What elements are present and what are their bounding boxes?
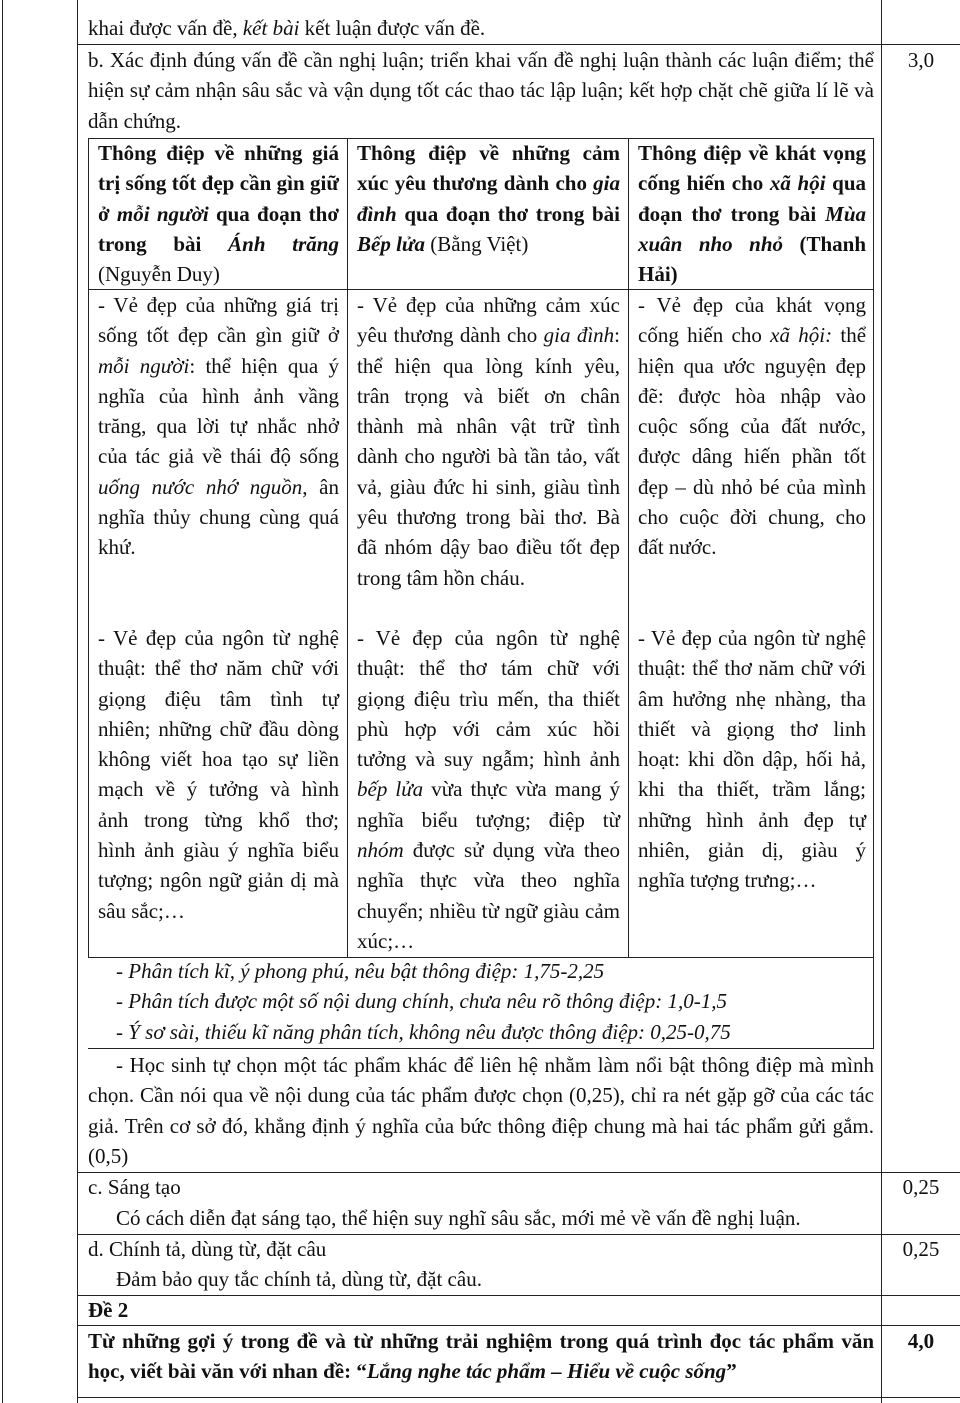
section-b-text: b. Xác định đúng vấn đề cần nghị luận; triển khai vấn đề nghị luận thành các luận điểm; thể hiện sự cảm nhận sâu sắc và vận dụng tốt các thao tác lập luận; kết hợp chặt chẽ giữa lí lẽ và dẫn chứng.	[88, 48, 874, 133]
content-cell-anh-trang-2: - Vẻ đẹp của ngôn từ nghệ thuật: thể thơ năm chữ với giọng điệu tâm tình tự nhiên; những chữ đầu dòng không viết hoa tạo sự liền mạch về ý tưởng và hình ảnh trong từng khổ thơ; hình ảnh giàu ý nghĩa biểu tượng; ngôn ngữ giản dị mà sâu sắc;…	[98, 626, 339, 923]
extension-paragraph: - Học sinh tự chọn một tác phẩm khác để liên hệ nhằm làm nổi bật thông điệp mà mình chọn. Cần nói qua về nội dung của tác phẩm được chọn (0,25), chỉ ra nét gặp gỡ của các tác giả. Trên cơ sở đó, khẳng định ý nghĩa của bức thông điệp chung mà hai tác phẩm gửi gắm. (0,5)	[88, 1053, 874, 1168]
content-cell-mua-xuan-2: - Vẻ đẹp của ngôn từ nghệ thuật: thể thơ năm chữ với âm hưởng nhẹ nhàng, tha thiết và giọng thơ linh hoạt: khi dồn dập, hối hả, khi tha thiết, trầm lắng; những hình ảnh đẹp tự nhiên, giản dị, giàu ý nghĩa tượng trưng;…	[638, 626, 866, 893]
left-border	[2, 0, 3, 1403]
scoring-guide	[116, 956, 866, 1047]
content-cell-mua-xuan-1: - Vẻ đẹp của khát vọng cống hiến cho xã hội: thể hiện qua ước nguyện đẹp đẽ: được hòa nhập vào cuộc sống của đất nước, được dâng hiến phần tốt đẹp – dù nhỏ bé của mình cho cuộc đời chung, cho đất nước.	[638, 293, 867, 560]
header-cell-bep-lua: Thông điệp về những cảm xúc yêu thương dành cho gia đình qua đoạn thơ trong bài Bếp lửa (Bằng Việt)	[357, 141, 620, 256]
message-comparison-table	[88, 138, 874, 1044]
intro-line: khai được vấn đề, kết bài kết luận được vấn đề.	[88, 16, 486, 40]
section-c-body: Có cách diễn đạt sáng tạo, thể hiện suy nghĩ sâu sắc, mới mẻ về vấn đề nghị luận.	[116, 1206, 801, 1230]
section-c-score: 0,25	[902, 1175, 940, 1199]
scoring-line: - Phân tích được một số nội dung chính, chưa nêu rõ thông điệp: 1,0-1,5	[116, 989, 727, 1014]
section-d-score: 0,25	[902, 1237, 940, 1261]
scoring-line: - Ý sơ sài, thiếu kĩ năng phân tích, không nêu được thông điệp: 0,25-0,75	[116, 1019, 731, 1044]
scoring-line: - Phân tích kĩ, ý phong phú, nêu bật thông điệp: 1,75-2,25	[116, 959, 605, 983]
content-left-border	[77, 0, 78, 1403]
de2-prompt: Từ những gợi ý trong đề và từ những trải nghiệm trong quá trình đọc tác phẩm văn học, viết bài văn với nhan đề: “Lắng nghe tác phẩm – Hiểu về cuộc sống”	[88, 1329, 874, 1384]
content-cell-bep-lua-1: - Vẻ đẹp của những cảm xúc yêu thương dành cho gia đình: thể hiện qua lòng kính yêu, trân trọng và biết ơn chân thành mà nhân vật trữ tình dành cho người bà tần tảo, vất vả, giàu đức hi sinh, giàu tình yêu thương trong bài thơ. Bà đã nhóm dậy bao điều tốt đẹp trong tâm hồn cháu.	[357, 293, 620, 590]
header-cell-anh-trang: Thông điệp về những giá trị sống tốt đẹp cần gìn giữ ở mỗi người qua đoạn thơ trong bài Ánh trăng (Nguyễn Duy)	[98, 141, 339, 287]
section-d-title: d. Chính tả, dùng từ, đặt câu	[88, 1237, 327, 1261]
section-d-body: Đảm bảo quy tắc chính tả, dùng từ, đặt câu.	[116, 1267, 482, 1291]
content-cell-bep-lua-2: - Vẻ đẹp của ngôn từ nghệ thuật: thể thơ tám chữ với giọng điệu trìu mến, tha thiết phù hợp với cảm xúc hồi tưởng và suy ngẫm; hình ảnh bếp lửa vừa thực vừa mang ý nghĩa biểu tượng; điệp từ nhóm được sử dụng vừa theo nghĩa thực vừa theo nghĩa chuyển; nhiều từ ngữ giàu cảm xúc;…	[357, 626, 620, 953]
section-b-score: 3,0	[907, 48, 935, 72]
de2-score: 4,0	[907, 1329, 935, 1353]
bottom-border	[77, 1397, 960, 1398]
content-cell-anh-trang-1: - Vẻ đẹp của những giá trị sống tốt đẹp cần gìn giữ ở mỗi người: thể hiện qua ý nghĩa của hình ảnh vầng trăng, qua lời tự nhắc nhở của tác giả về thái độ sống uống nước nhớ nguồn, ân nghĩa thủy chung cùng quá khứ.	[98, 293, 340, 560]
section-c-title: c. Sáng tạo	[88, 1175, 181, 1199]
header-cell-mua-xuan: Thông điệp về khát vọng cống hiến cho xã hội qua đoạn thơ trong bài Mùa xuân nho nhỏ (Thanh Hải)	[638, 141, 867, 287]
de2-title: Đề 2	[88, 1298, 129, 1322]
